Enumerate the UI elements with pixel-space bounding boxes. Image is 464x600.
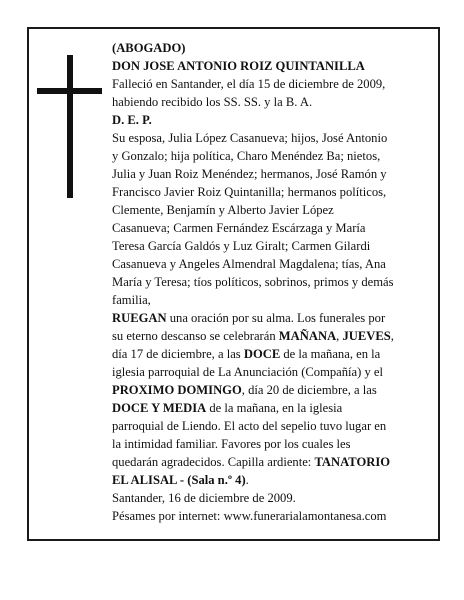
funeral-line-5: PROXIMO DOMINGO, día 20 de diciembre, a las	[112, 383, 377, 397]
funeral-line-7: parroquial de Liendo. El acto del sepelio tuvo lugar en	[112, 419, 387, 433]
family-line: Francisco Javier Roiz Quintanilla; hermanos políticos,	[112, 185, 387, 199]
cross-icon-bar	[37, 88, 102, 94]
dep-label: D. E. P.	[112, 113, 152, 127]
family-line: Casanueva y Angeles Almendral Magdalena; tías, Ana	[112, 257, 386, 271]
family-line: y Gonzalo; hija política, Charo Menéndez Ba; nietos,	[112, 149, 381, 163]
death-line-2: habiendo recibido los SS. SS. y la B. A.	[112, 95, 313, 109]
family-line: Teresa García Galdós y Luz Giralt; Carmen Gilardi	[112, 239, 371, 253]
condolences-link[interactable]: www.funerarialamontanesa.com	[223, 509, 387, 523]
profession: (ABOGADO)	[112, 41, 186, 55]
ruegan-label: RUEGAN	[112, 311, 167, 325]
funeral-line-10: EL ALISAL - (Sala n.º 4).	[112, 473, 249, 487]
family-line: Julia y Juan Roiz Menéndez; hermanos, José Ramón y	[112, 167, 387, 181]
family-line: Su esposa, Julia López Casanueva; hijos, José Antonio	[112, 131, 388, 145]
family-line: Casanueva; Carmen Fernández Escárzaga y María	[112, 221, 366, 235]
death-line-1: Falleció en Santander, el día 15 de diciembre de 2009,	[112, 77, 386, 91]
funeral-line-6: DOCE Y MEDIA de la mañana, en la iglesia	[112, 401, 343, 415]
deceased-name: DON JOSE ANTONIO ROIZ QUINTANILLA	[112, 59, 365, 73]
cross-icon	[67, 55, 73, 198]
family-line: Clemente, Benjamín y Alberto Javier López	[112, 203, 334, 217]
funeral-line-9: quedarán agradecidos. Capilla ardiente: TANATORIO	[112, 455, 391, 469]
funeral-line-4: iglesia parroquial de La Anunciación (Compañía) y el	[112, 365, 384, 379]
funeral-line-3: día 17 de diciembre, a las DOCE de la mañana, en la	[112, 347, 381, 361]
family-line: familia,	[112, 293, 151, 307]
condolences-line: Pésames por internet: www.funerarialamontanesa.com	[112, 509, 387, 523]
family-line: María y Teresa; tíos políticos, sobrinos, primos y demás	[112, 275, 394, 289]
funeral-line-8: la intimidad familiar. Favores por los cuales les	[112, 437, 351, 451]
date-place: Santander, 16 de diciembre de 2009.	[112, 491, 296, 505]
obituary-text	[112, 39, 430, 525]
funeral-line-2: su eterno descanso se celebrarán MAÑANA, JUEVES,	[112, 329, 394, 343]
funeral-line-1: RUEGAN una oración por su alma. Los funerales por	[112, 311, 386, 325]
